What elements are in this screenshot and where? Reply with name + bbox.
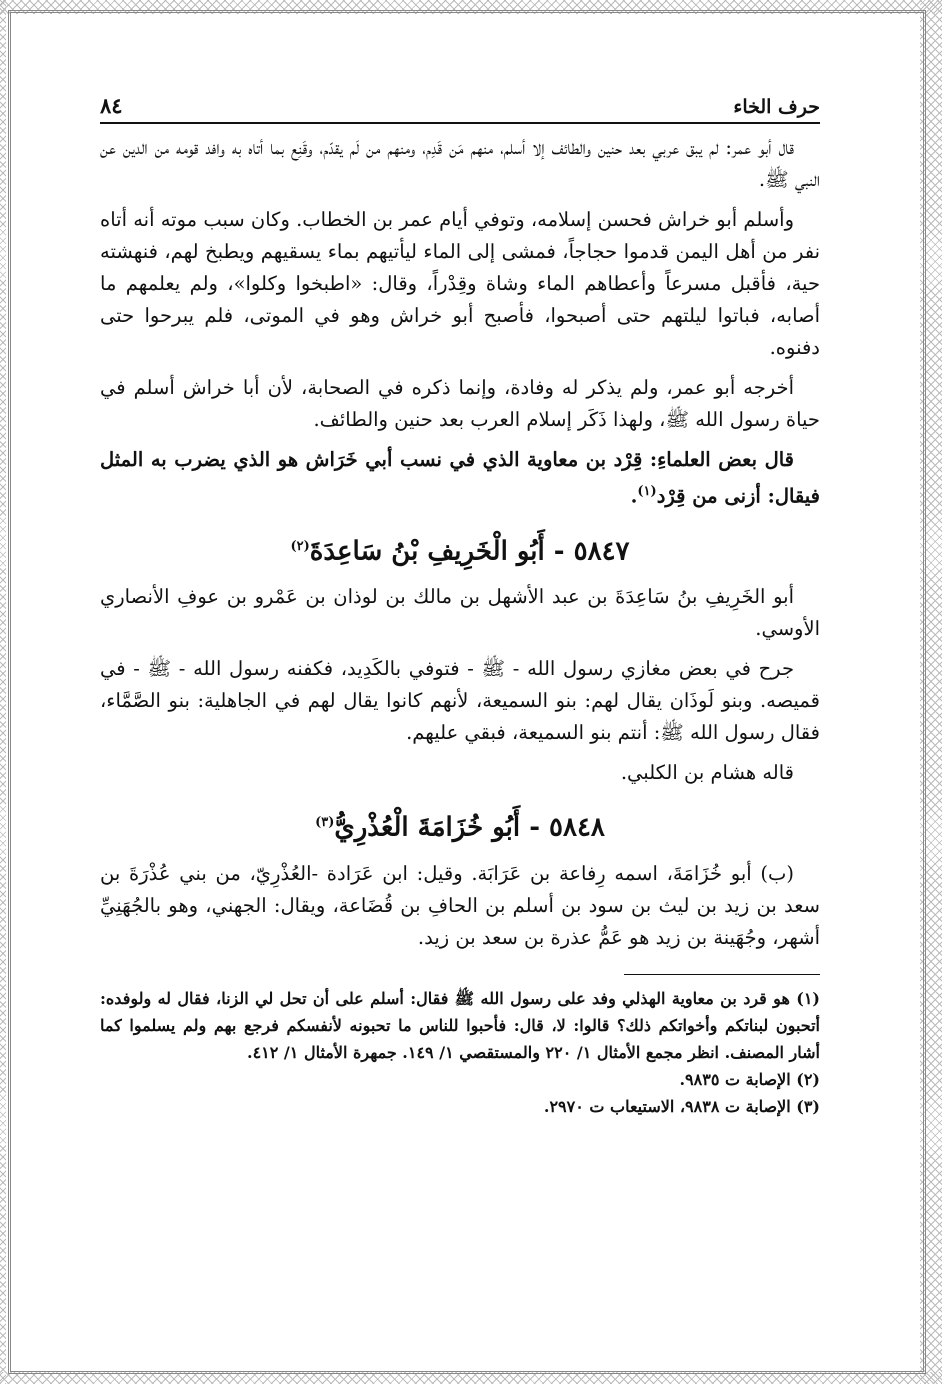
paragraph-8: (ب) أبو خُزَامَةَ، اسمه رِفاعة بن عَرَابَة. وقيل: ابن عَرَادة -العُذْرِيّ، من بني عُذْرَةَ بن سعد بن زيد بن ليث بن سود بن أسلم بن الحافِ بن قُضَاعة، ويقال: الجهني، وهو بالجُهَنِيِّ أشهر، وجُهَينة بن زيد هو عَمُّ عذرة بن سعد بن زيد. [100,861,820,949]
entry-heading-5847-text: ٥٨٤٧ - أَبُو الْخَرِيفِ بْنُ سَاعِدَةَ [309,536,630,567]
footnote-ref-3: (٣) [315,815,335,831]
paragraph-2: وأسلم أبو خراش فحسن إسلامه، وتوفي أيام عمر بن الخطاب. وكان سبب موته أنه أتاه نفر من أهل اليمن قدموا حجاجاً، فمشى إلى الماء ليأتيهم بماء يسقيهم ويطبخ لهم، فنهشته حية، فأقبل مسرعاً وأعطاهم الماء وشاة وقِدْراً، وقال: «اطبخوا وكلوا»، ولم يعلمهم ما أصابه، فباتوا ليلتهم حتى أصبحوا، فأصبح أبو خراش وهو في الموتى، فلم يبرحوا حتى دفنوه. [100,208,820,359]
paragraph-7: قاله هشام بن الكلبي. [620,761,794,785]
footnote-3: (٣) الإصابة ت ٩٨٣٨، الاستيعاب ت ٢٩٧٠. [543,1096,820,1116]
paragraph-1: قال أبو عمر: لم يبق عربي بعد حنين والطائف إلا أسلم، منهم مَن قَدِم، ومنهم من لَم يقدّم، وقَنِع بما أتاه به وافد قومه من الدين عن النبي ﷺ. [100,136,820,191]
footnote-separator [624,974,820,975]
paragraph-6: جرح في بعض مغازي رسول الله - ﷺ - فتوفي بالكَدِيد، فكفنه رسول الله - ﷺ - في قميصه. وبنو لَوذَان يقال لهم: بنو السميعة، لأنهم كانوا يقال لهم في الجاهلية: بنو الصَّمَّاء، فقال رسول الله ﷺ: أنتم بنو السميعة، فبقي عليهم. [100,657,820,745]
entry-heading-5848 [100,803,820,848]
footnote-ref-1: (١) [637,484,657,499]
entry-heading-5848-text: ٥٨٤٨ - أَبُو خُزَامَةَ الْعُذْرِيُّ [334,812,605,843]
page-number: ٨٤ [100,93,123,118]
page-header [100,78,820,124]
paragraph-3: أخرجه أبو عمر، ولم يذكر له وفادة، وإنما ذكره في الصحابة، لأن أبا خراش أسلم في حياة رسول الله ﷺ، ولهذا ذَكَر إسلام العرب بعد حنين والطائف. [100,376,820,431]
footnote-2: (٢) الإصابة ت ٩٨٣٥. [679,1069,820,1089]
footnote-ref-2: (٢) [290,538,310,554]
page-body [100,78,820,1120]
footnote-1: (١) هو قرد بن معاوية الهذلي وفد على رسول الله ﷺ فقال: أسلم على أن تحل لي الزنا، فقال له ولوفده: أتحبون لبناتكم وأخواتكم ذلك؟ قالوا: لا، قال: فأحبوا للناس ما تحبونه لأنفسكم فرجع بهم ولم يسلموا كما أشار المصنف. انظر مجمع الأمثال ١/ ٢٢٠ والمستقصي ١/ ١٤٩. جمهرة الأمثال ١/ ٤١٢. [100,988,820,1062]
paragraph-5: أبو الخَرِيفِ بنُ سَاعِدَةَ بن عبد الأشهل بن مالك بن لوذان بن عَمْرو بن عوفِ الأنصاري الأوسي. [100,585,820,641]
running-title: حرف الخاء [733,96,820,118]
border-left-ornament [0,0,6,1384]
paragraph-4 [100,444,820,513]
entry-heading-5847 [100,527,820,572]
period: . [630,484,638,508]
paragraph-4-text: قال بعض العلماءِ: قِرْد بن معاوية الذي في نسب أبي خَرَاش هو الذي يضرب به المثل فيقال: أزنى من قِرْد [100,448,820,508]
